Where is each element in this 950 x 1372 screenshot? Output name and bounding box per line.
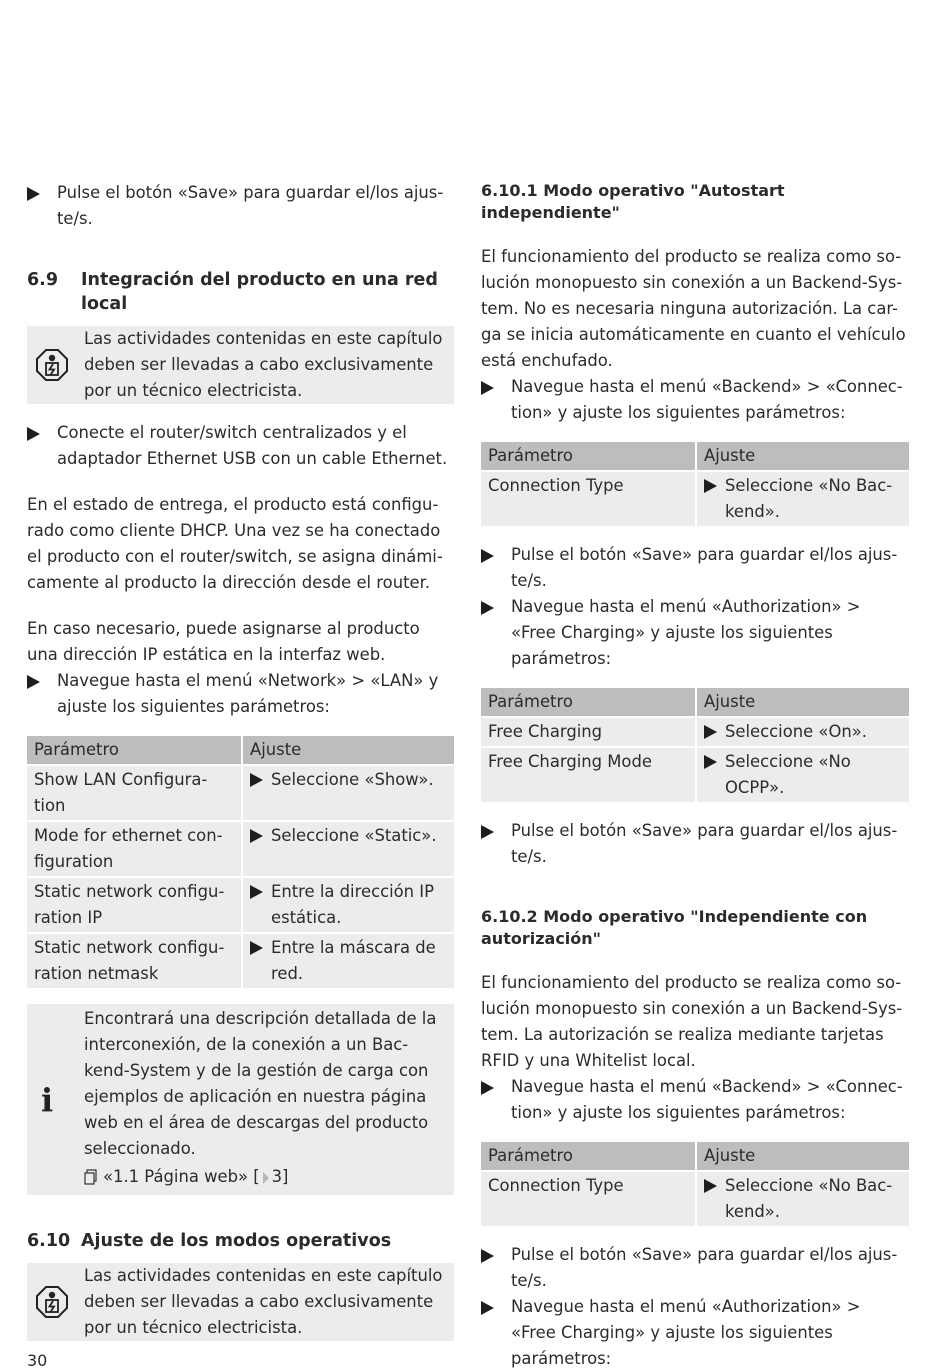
page-number: 30 <box>27 1351 48 1370</box>
table-header-setting: Ajuste <box>695 688 909 716</box>
table-row: Show LAN Configura-tion Seleccione «Show». <box>27 764 454 820</box>
bullet-connect: Conecte el router/switch centralizados y el adaptador Ethernet USB con un cable Ethernet. <box>27 420 454 472</box>
paragraph-independent-auth: El funcionamiento del producto se realiza como so-lución monopuesto sin conexión a un Backend-Sys-tem. La autorización se realiza mediante tarjetas RFID y una Whitelist local. <box>481 973 903 1070</box>
table-row: Static network configu-ration IP Entre la dirección IP estática. <box>27 876 454 932</box>
bullet-backend: Navegue hasta el menú «Backend» > «Connec-tion» y ajuste los siguientes parámetros: <box>481 374 909 426</box>
table-header-setting: Ajuste <box>695 1142 909 1170</box>
cross-reference[interactable]: «1.1 Página web» [ 3] <box>84 1164 446 1193</box>
table-backend-params <box>481 1142 909 1226</box>
table-row: Free Charging Seleccione «On». <box>481 716 909 746</box>
bullet-triangle-icon <box>704 1179 717 1193</box>
table-row: Mode for ethernet con-figuration Seleccione «Static». <box>27 820 454 876</box>
bullet-backend: Navegue hasta el menú «Backend» > «Connec-tion» y ajuste los siguientes parámetros: <box>481 1074 909 1126</box>
table-header-setting: Ajuste <box>241 736 454 764</box>
paragraph-autostart: El funcionamiento del producto se realiza como so-lución monopuesto sin conexión a un Backend-Sys-tem. No es necesaria ninguna autorización. La car-ga se inicia automáticamente en cuanto el vehículo está enchufado. <box>481 247 906 370</box>
electrician-notice: Las actividades contenidas en este capítulo deben ser llevadas a cabo exclusivamente por un técnico electricista. <box>27 1263 454 1341</box>
subsection-heading-6-10-1: 6.10.1 Modo operativo "Autostart independiente" <box>481 181 785 222</box>
bullet-save: Pulse el botón «Save» para guardar el/los ajus-te/s. <box>481 542 909 594</box>
table-row: Connection Type Seleccione «No Bac-kend». <box>481 470 909 526</box>
bullet-save: Pulse el botón «Save» para guardar el/los ajus-te/s. <box>481 1242 909 1294</box>
bullet-triangle-icon <box>481 825 494 839</box>
bullet-triangle-icon <box>27 187 40 201</box>
info-notice: i Encontrará una descripción detallada de la interconexión, de la conexión a un Bac-kend-System y de la gestión de carga con ejemplos de aplicación en nuestra página web en el área de descargas del producto seleccionado. «1.1 Página web» [ 3] <box>27 1004 454 1195</box>
info-icon: i <box>41 1080 54 1119</box>
electrician-notice: Las actividades contenidas en este capítulo deben ser llevadas a cabo exclusivamente por un técnico electricista. <box>27 326 454 404</box>
table-backend-params <box>481 442 909 526</box>
bullet-triangle-icon <box>250 885 263 899</box>
paragraph-static-ip: En caso necesario, puede asignarse al producto una dirección IP estática en la interfaz web. <box>27 619 420 664</box>
table-network-params <box>27 736 454 988</box>
bullet-triangle-icon <box>250 941 263 955</box>
paragraph-dhcp: En el estado de entrega, el producto está configu-rado como cliente DHCP. Una vez se ha conectado el producto con el router/switch, se asigna dinámi-camente al producto la dirección desde el router. <box>27 495 443 592</box>
electrician-icon <box>35 1285 69 1319</box>
table-header-param: Parámetro <box>27 736 241 764</box>
bullet-triangle-icon <box>250 773 263 787</box>
bullet-triangle-icon <box>481 1081 494 1095</box>
bullet-save: Pulse el botón «Save» para guardar el/los ajus-te/s. <box>481 818 909 870</box>
bullet-authorization: Navegue hasta el menú «Authorization» > «Free Charging» y ajuste los siguientes parámetros: <box>481 1294 909 1372</box>
bullet-triangle-icon <box>704 755 717 769</box>
bullet-triangle-icon <box>704 479 717 493</box>
table-header-param: Parámetro <box>481 688 695 716</box>
page-arrow-icon <box>263 1172 269 1184</box>
bullet-triangle-icon <box>481 601 494 615</box>
table-row: Static network configu-ration netmask Entre la máscara de red. <box>27 932 454 988</box>
section-heading-6-10: 6.10 Ajuste de los modos operativos <box>27 1231 392 1251</box>
bullet-triangle-icon <box>27 675 40 689</box>
subsection-heading-6-10-2: 6.10.2 Modo operativo "Independiente con autorización" <box>481 907 868 948</box>
left-column <box>27 180 454 1357</box>
bullet-authorization: Navegue hasta el menú «Authorization» > «Free Charging» y ajuste los siguientes parámetros: <box>481 594 909 672</box>
table-row: Free Charging Mode Seleccione «No OCPP». <box>481 746 909 802</box>
table-free-charging-params <box>481 688 909 802</box>
table-header-param: Parámetro <box>481 1142 695 1170</box>
bullet-triangle-icon <box>481 1249 494 1263</box>
table-header-param: Parámetro <box>481 442 695 470</box>
bullet-triangle-icon <box>704 725 717 739</box>
bullet-network: Navegue hasta el menú «Network» > «LAN» y ajuste los siguientes parámetros: <box>27 668 454 720</box>
table-header-setting: Ajuste <box>695 442 909 470</box>
bullet-triangle-icon <box>250 829 263 843</box>
table-row: Connection Type Seleccione «No Bac-kend». <box>481 1170 909 1226</box>
bullet-triangle-icon <box>481 549 494 563</box>
electrician-icon <box>35 348 69 382</box>
bullet-save: Pulse el botón «Save» para guardar el/los ajus-te/s. <box>27 180 454 232</box>
document-icon <box>84 1169 97 1185</box>
bullet-triangle-icon <box>481 1301 494 1315</box>
bullet-triangle-icon <box>27 427 40 441</box>
bullet-triangle-icon <box>481 381 494 395</box>
section-heading-6-9: 6.9 Integración del producto en una red local <box>27 270 438 314</box>
right-column <box>481 180 909 1372</box>
